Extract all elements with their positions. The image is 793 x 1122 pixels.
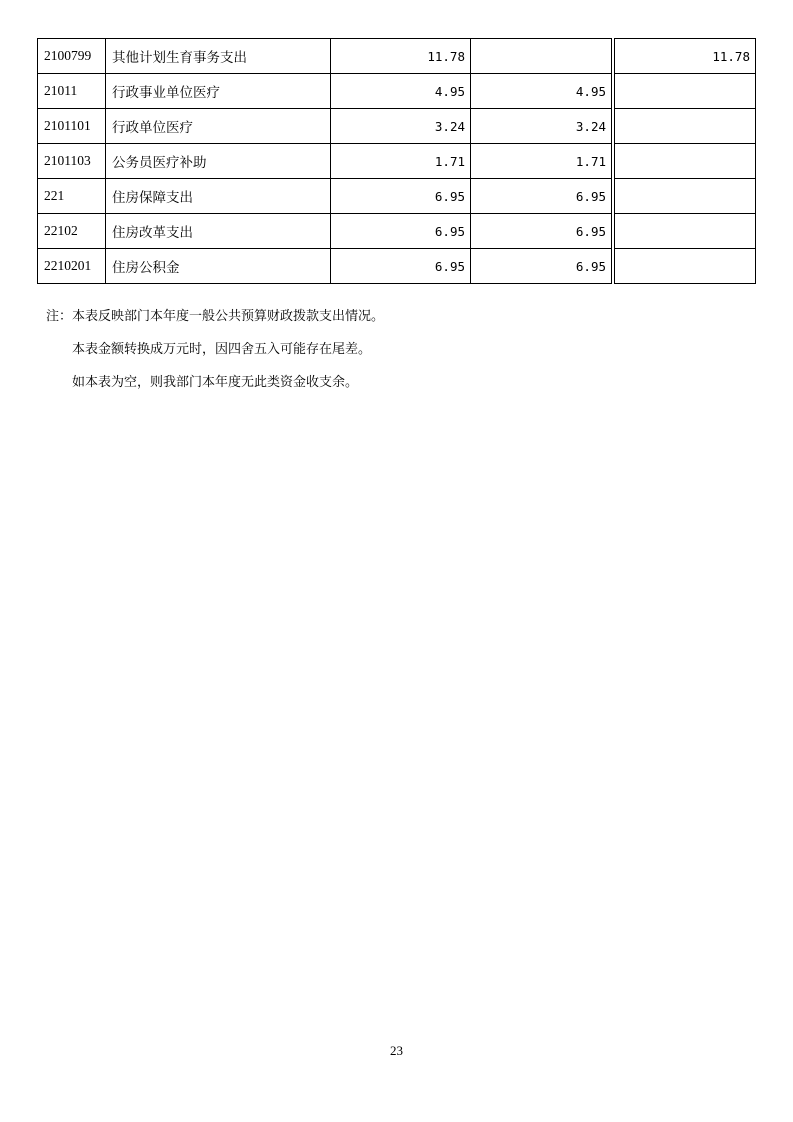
total-amount: 6.95 [331, 179, 471, 214]
basic-expenditure [471, 39, 612, 74]
basic-expenditure: 6.95 [471, 179, 612, 214]
subject-name: 住房改革支出 [106, 214, 331, 249]
subject-code: 2101103 [38, 144, 106, 179]
subject-code: 22102 [38, 214, 106, 249]
basic-expenditure: 6.95 [471, 249, 612, 284]
table-notes [46, 300, 384, 399]
note-line-rounding: 本表金额转换成万元时，因四舍五入可能存在尾差。 [72, 342, 372, 357]
table-row [38, 109, 756, 144]
project-expenditure [615, 109, 756, 144]
table-row [38, 179, 756, 214]
subject-code: 2101101 [38, 109, 106, 144]
basic-expenditure: 4.95 [471, 74, 612, 109]
project-expenditure [615, 214, 756, 249]
total-amount: 6.95 [331, 249, 471, 284]
subject-name: 行政事业单位医疗 [106, 74, 331, 109]
table-row [38, 249, 756, 284]
table-row [38, 39, 756, 74]
note-line-empty: 如本表为空，则我部门本年度无此类资金收支余。 [72, 375, 359, 390]
total-amount: 4.95 [331, 74, 471, 109]
project-expenditure [615, 144, 756, 179]
subject-name: 行政单位医疗 [106, 109, 331, 144]
project-expenditure [615, 179, 756, 214]
page-number: 23 [390, 1043, 403, 1058]
subject-code: 2100799 [38, 39, 106, 74]
basic-expenditure: 3.24 [471, 109, 612, 144]
table-row [38, 144, 756, 179]
subject-code: 2210201 [38, 249, 106, 284]
subject-name: 住房保障支出 [106, 179, 331, 214]
total-amount: 3.24 [331, 109, 471, 144]
project-expenditure [615, 74, 756, 109]
total-amount: 1.71 [331, 144, 471, 179]
subject-code: 21011 [38, 74, 106, 109]
subject-code: 221 [38, 179, 106, 214]
note-line-scope: 注：本表反映部门本年度一般公共预算财政拨款支出情况。 [46, 309, 385, 324]
total-amount: 11.78 [331, 39, 471, 74]
basic-expenditure: 1.71 [471, 144, 612, 179]
budget-expenditure-table [37, 38, 756, 284]
basic-expenditure: 6.95 [471, 214, 612, 249]
subject-name: 公务员医疗补助 [106, 144, 331, 179]
subject-name: 其他计划生育事务支出 [106, 39, 331, 74]
project-expenditure [615, 249, 756, 284]
subject-name: 住房公积金 [106, 249, 331, 284]
table-row [38, 214, 756, 249]
total-amount: 6.95 [331, 214, 471, 249]
table-row [38, 74, 756, 109]
project-expenditure: 11.78 [615, 39, 756, 74]
